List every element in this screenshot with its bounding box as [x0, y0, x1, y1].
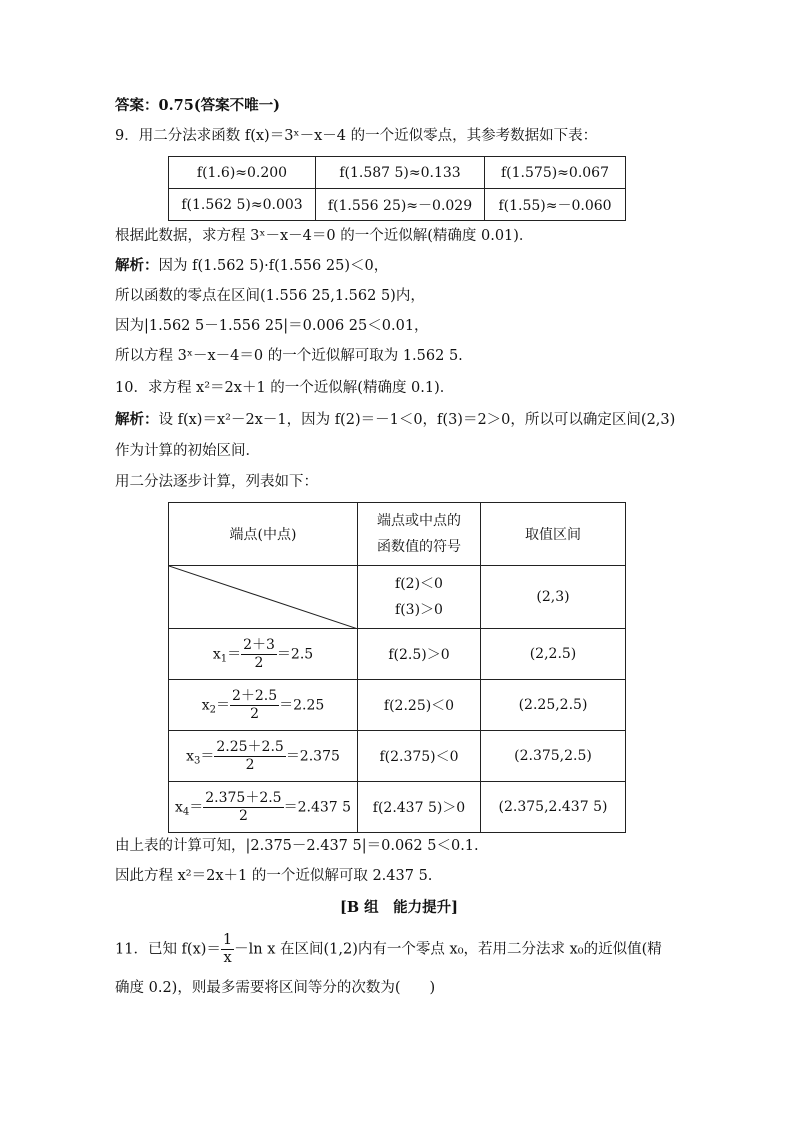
- table-cell: f(1.556 25)≈－0.029: [316, 189, 485, 221]
- var: x: [201, 697, 210, 713]
- denominator: x: [223, 950, 232, 966]
- q10-analysis-2: 作为计算的初始区间．: [115, 443, 260, 459]
- sign-cell: f(2.375)＜0: [358, 731, 481, 782]
- q10-conclusion-2: 因此方程 x²＝2x＋1 的一个近似解可取 2.437 5.: [115, 868, 433, 884]
- table-cell: f(1.562 5)≈0.003: [169, 189, 316, 221]
- q9-analysis-4: 所以方程 3ˣ－x－4＝0 的一个近似解可取为 1.562 5.: [115, 348, 463, 364]
- table-row: [169, 680, 626, 731]
- diagonal-line: [169, 566, 358, 629]
- denominator: 2: [245, 756, 255, 773]
- var-sub: 1: [220, 653, 228, 664]
- question-11-line: [115, 932, 662, 967]
- header-endpoint: 端点(中点): [169, 503, 358, 566]
- question-9-text: 9．用二分法求函数 f(x)＝3ˣ－x－4 的一个近似零点，其参考数据如下表：: [115, 128, 598, 144]
- denominator: 2: [250, 705, 260, 722]
- interval-cell: (2.375,2.5): [481, 731, 626, 782]
- value: ＝2.5: [276, 646, 314, 662]
- numerator: 2.25＋2.5: [216, 738, 284, 755]
- table-cell: f(1.587 5)≈0.133: [316, 157, 485, 189]
- var: x: [174, 799, 183, 815]
- sign-cell: f(2.5)＞0: [358, 629, 481, 680]
- header-interval: 取值区间: [481, 503, 626, 566]
- q9-analysis-2: 所以函数的零点在区间(1.556 25,1.562 5)内，: [115, 288, 425, 304]
- midpoint-cell: $x_1=$ $\frac{2+3}{2}$ ＝2.5: [169, 629, 358, 680]
- sign-f3: f(3)＞0: [395, 602, 443, 618]
- interval-cell: (2,3): [481, 566, 626, 629]
- q10-conclusion-1: 由上表的计算可知，|2.375－2.437 5|＝0.062 5＜0.1.: [115, 838, 479, 854]
- analysis-text: 因为 f(1.562 5)·f(1.556 25)＜0，: [158, 258, 389, 274]
- table-row: [169, 566, 626, 629]
- interval-cell: (2.25,2.5): [481, 680, 626, 731]
- question-10-text: 10．求方程 x²＝2x＋1 的一个近似解(精确度 0.1)．: [115, 380, 455, 396]
- denominator: 2: [238, 807, 248, 824]
- q10-intro: 用二分法逐步计算，列表如下：: [115, 474, 318, 490]
- q9-analysis-3: 因为|1.562 5－1.556 25|＝0.006 25＜0.01，: [115, 318, 429, 334]
- group-b-heading: [B 组 能力提升]: [340, 899, 459, 916]
- var: x: [186, 748, 194, 764]
- numerator: 2＋3: [243, 636, 275, 653]
- q11-prefix: 11．已知 f(x)＝: [115, 941, 221, 958]
- denominator: 2: [254, 654, 264, 671]
- fraction: [221, 932, 234, 967]
- value: ＝2.437 5: [283, 799, 352, 815]
- table-row: [169, 629, 626, 680]
- q10-analysis-line: [115, 410, 675, 430]
- table-cell: f(1.55)≈－0.060: [485, 189, 626, 221]
- var-sub: 3: [194, 755, 201, 766]
- question-9-after: 根据此数据，求方程 3ˣ－x－4＝0 的一个近似解(精确度 0.01)．: [115, 228, 534, 244]
- table-row: [169, 157, 626, 189]
- diagonal-cell: [169, 566, 358, 629]
- q9-analysis-line: [115, 256, 388, 276]
- table-header-row: [169, 503, 626, 566]
- header-sign-line2: 函数值的符号: [377, 539, 461, 555]
- analysis-text: 设 f(x)＝x²－2x－1，因为 f(2)＝－1＜0，f(3)＝2＞0，所以可以确定区间(2,3): [158, 412, 676, 428]
- question-11-line2: 确度 0.2)，则最多需要将区间等分的次数为( ): [115, 980, 436, 996]
- sign-cell: [358, 566, 481, 629]
- header-sign-line1: 端点或中点的: [377, 513, 461, 529]
- analysis-label: 解析：: [115, 411, 159, 428]
- table-row: [169, 189, 626, 221]
- midpoint-cell: $x_3=$ $\frac{2.25+2.5}{2}$ ＝2.375: [169, 731, 358, 782]
- bisection-table: [168, 502, 626, 833]
- header-sign: [358, 503, 481, 566]
- value: ＝2.375: [285, 748, 340, 764]
- table-cell: f(1.575)≈0.067: [485, 157, 626, 189]
- midpoint-cell: $x_2=$ $\frac{2+2.5}{2}$ ＝2.25: [169, 680, 358, 731]
- sign-f2: f(2)＜0: [395, 576, 443, 592]
- fraction: [203, 790, 283, 825]
- interval-cell: (2.375,2.437 5): [481, 782, 626, 833]
- numerator: 2＋2.5: [231, 687, 278, 704]
- fraction: [230, 688, 279, 723]
- analysis-label: 解析：: [115, 257, 159, 274]
- sign-cell: f(2.25)＜0: [358, 680, 481, 731]
- fraction: [214, 739, 285, 774]
- q11-suffix: －ln x 在区间(1,2)内有一个零点 x₀，若用二分法求 x₀的近似值(精: [234, 941, 662, 958]
- interval-cell: (2,2.5): [481, 629, 626, 680]
- table-row: [169, 731, 626, 782]
- var: x: [212, 646, 221, 662]
- q9-data-table: [168, 156, 626, 221]
- var-sub: 4: [182, 806, 190, 817]
- var-sub: 2: [209, 704, 216, 715]
- sign-cell: f(2.437 5)＞0: [358, 782, 481, 833]
- answer-line: [115, 96, 280, 116]
- numerator: 2.375＋2.5: [205, 789, 282, 806]
- table-cell: f(1.6)≈0.200: [169, 157, 316, 189]
- value: ＝2.25: [279, 697, 325, 713]
- fraction: [241, 637, 277, 672]
- answer-text: 答案：0.75(答案不唯一): [115, 97, 281, 114]
- midpoint-cell: $x_4=$ $\frac{2.375+2.5}{2}$ ＝2.437 5: [169, 782, 358, 833]
- numerator: 1: [222, 932, 233, 948]
- table-row: [169, 782, 626, 833]
